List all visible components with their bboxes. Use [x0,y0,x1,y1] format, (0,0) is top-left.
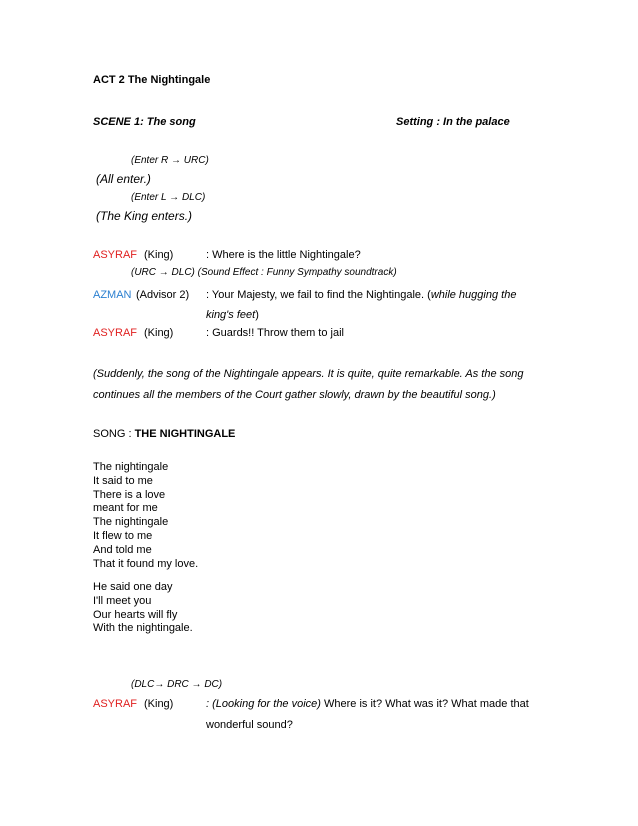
all-enter-direction: (All enter.) [96,172,151,186]
lyric-line: He said one day [93,581,173,593]
lyric-line: The nightingale [93,516,169,529]
lyric-line: It flew to me [93,529,153,542]
narration-line-1: (Suddenly, the song of the Nightingale appears. It is quite, quite remarkable. As the song [93,368,524,380]
dialogue-line-2-cont: king's feet) [206,309,259,321]
stage-direction-4: (DLC→ DRC → DC) [131,679,223,690]
lyric-line: That it found my love. [93,557,199,570]
narration-line-2: continues all the members of the Court gather slowly, drawn by the beautiful song.) [93,389,496,401]
lyric-line: And told me [93,543,152,556]
dialogue-line-1: : Where is the little Nightingale? [206,249,361,261]
lyric-line: With the nightingale. [93,622,193,635]
speaker-azman: AZMAN [93,289,132,301]
lyrics-stanza-2 [93,581,193,636]
lyric-line: It said to me [93,474,153,487]
lyric-line: There is a love [93,488,166,501]
king-enters-direction: (The King enters.) [96,209,193,223]
dialogue-line-3: : Guards!! Throw them to jail [206,327,344,339]
dialogue-line-4-cont: wonderful sound? [206,719,293,731]
lyric-line: Our hearts will fly [93,608,178,621]
setting-heading: Setting : In the palace [396,116,510,128]
speaker-asyraf-3: ASYRAF [93,698,138,710]
stage-direction-3: (URC → DLC) (Sound Effect : Funny Sympathy soundtrack) [131,267,397,278]
speaker-role-2: (Advisor 2) [136,289,190,301]
act-heading: ACT 2 The Nightingale [93,74,211,86]
speaker-asyraf-1: ASYRAF [93,249,138,261]
lyric-line: The nightingale [93,461,169,473]
speaker-asyraf-2: ASYRAF [93,327,138,339]
stage-direction-1: (Enter R → URC) [131,155,209,166]
stage-direction-2: (Enter L → DLC) [131,192,206,203]
speaker-role-1: (King) [144,249,174,261]
lyric-line: meant for me [93,502,158,515]
lyrics-stanza-1 [93,461,198,571]
scene-heading: SCENE 1: The song [93,116,196,128]
speaker-role-4: (King) [144,698,174,710]
speaker-role-3: (King) [144,327,174,339]
lyric-line: I'll meet you [93,594,152,607]
song-heading: SONG : THE NIGHTINGALE [93,428,236,440]
dialogue-line-2: : Your Majesty, we fail to find the Nightingale. (while hugging the [206,289,517,301]
dialogue-line-4: : (Looking for the voice) Where is it? What was it? What made that [206,698,529,710]
